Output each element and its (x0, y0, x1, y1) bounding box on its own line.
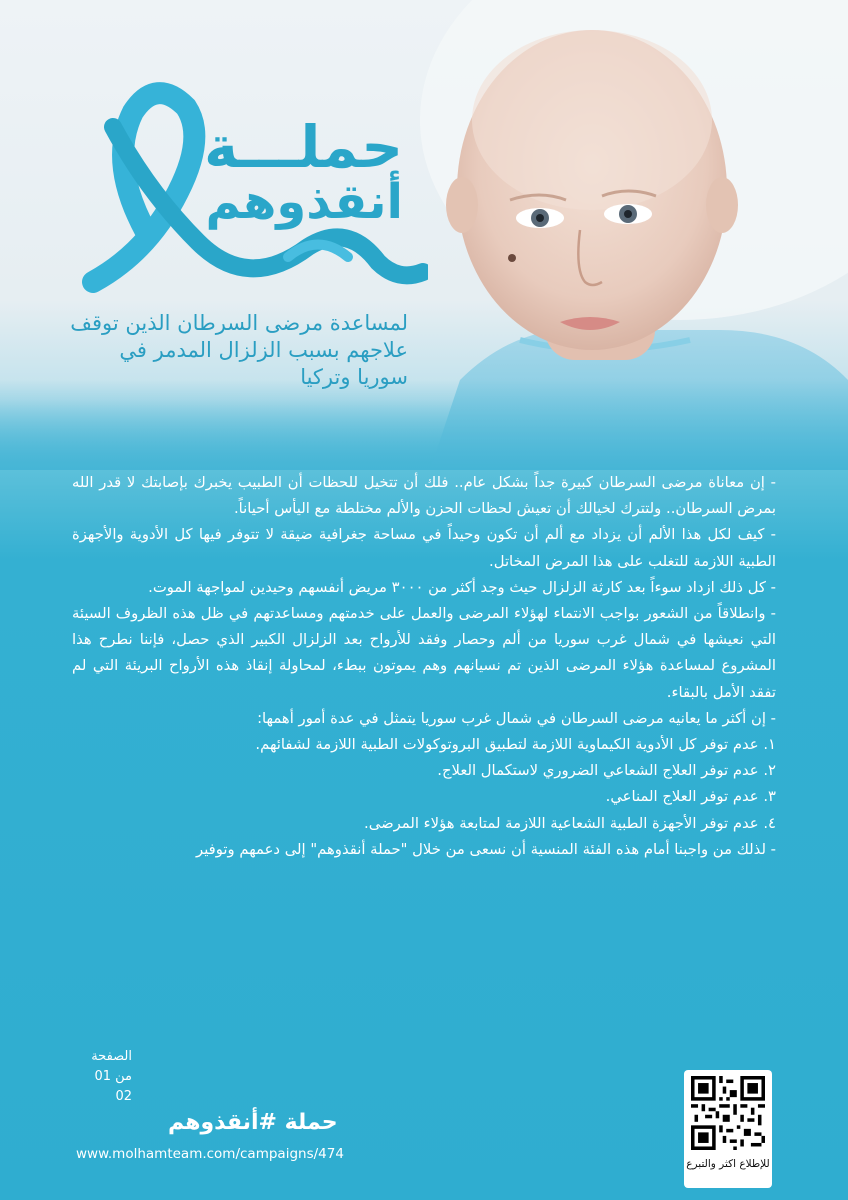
campaign-description (72, 470, 776, 863)
list-item: ٤. عدم توفر الأجهزة الطبية الشعاعية اللازمة لمتابعة هؤلاء المرضى. (364, 814, 776, 832)
page-label: الصفحة (91, 1049, 132, 1064)
campaign-title: حملـــة (203, 113, 403, 181)
page-number: 01 من 02 (94, 1069, 132, 1104)
paragraph: - وانطلاقاً من الشعور بواجب الانتماء لهؤلاء المرضى والعمل على خدمتهم ومساعدتهم في ظل هذه الظروف السيئة التي نعيشها في شمال غرب سوريا من ألم وحصار وفقد للأرواح بعد الزلزال الكبير الذي حصل، فإننا نطرح هذا المشروع لمساعدة هؤلاء المرضى الذين تم نسيانهم وهم يموتون ببطء، لمحاولة إنقاذ هذه الأرواح البريئة التي لم تفقد الأمل بالبقاء. (72, 605, 776, 701)
campaign-subtitle: لمساعدة مرضى السرطان الذين توقف علاجهم بسبب الزلزال المدمر في سوريا وتركيا (70, 311, 408, 389)
list-item: ٢. عدم توفر العلاج الشعاعي الضروري لاستكمال العلاج. (437, 762, 776, 780)
campaign-url[interactable]: www.molhamteam.com/campaigns/474 (76, 1146, 344, 1162)
list-item: ١. عدم توفر كل الأدوية الكيماوية اللازمة لتطبيق البروتوكولات الطبية اللازمة لشفائهم. (255, 736, 776, 754)
qr-code-card[interactable] (684, 1070, 772, 1188)
campaign-hashtag: حملة #أنقذوهم (168, 1110, 338, 1135)
qr-caption: للإطلاع اكثر والتبرع (686, 1158, 770, 1170)
page-indicator (76, 1047, 132, 1107)
list-item: ٣. عدم توفر العلاج المناعي. (605, 788, 776, 806)
campaign-name: أنقذوهم (205, 174, 403, 230)
paragraph: - إن معاناة مرضى السرطان كبيرة جداً بشكل عام.. فلك أن تتخيل للحظات أن الطبيب يخبرك بإصابتك لا قدر الله بمرض السرطان.. ولتترك لخيالك أن تعيش لحظات الحزن والألم مختلطة مع اليأس أحياناً. (72, 474, 776, 518)
paragraph: - كل ذلك ازداد سوءاً بعد كارثة الزلزال حيث وجد أكثر من ٣٠٠٠ مريض أنفسهم وحيدين لمواجهة الموت. (148, 578, 776, 596)
paragraph: - إن أكثر ما يعانيه مرضى السرطان في شمال غرب سوريا يتمثل في عدة أمور أهمها: (257, 709, 776, 727)
qr-code-icon (691, 1076, 765, 1150)
paragraph: - كيف لكل هذا الألم أن يزداد مع ألم أن تكون وحيداً في مساحة جغرافية ضيقة لا تتوفر فيها كل الأدوية والأجهزة الطبية اللازمة للتغلب على هذا المرض المخاتل. (72, 526, 776, 570)
paragraph: - لذلك من واجبنا أمام هذه الفئة المنسية أن نسعى من خلال "حملة أنقذوهم" إلى دعمهم وتوفير (196, 840, 776, 858)
